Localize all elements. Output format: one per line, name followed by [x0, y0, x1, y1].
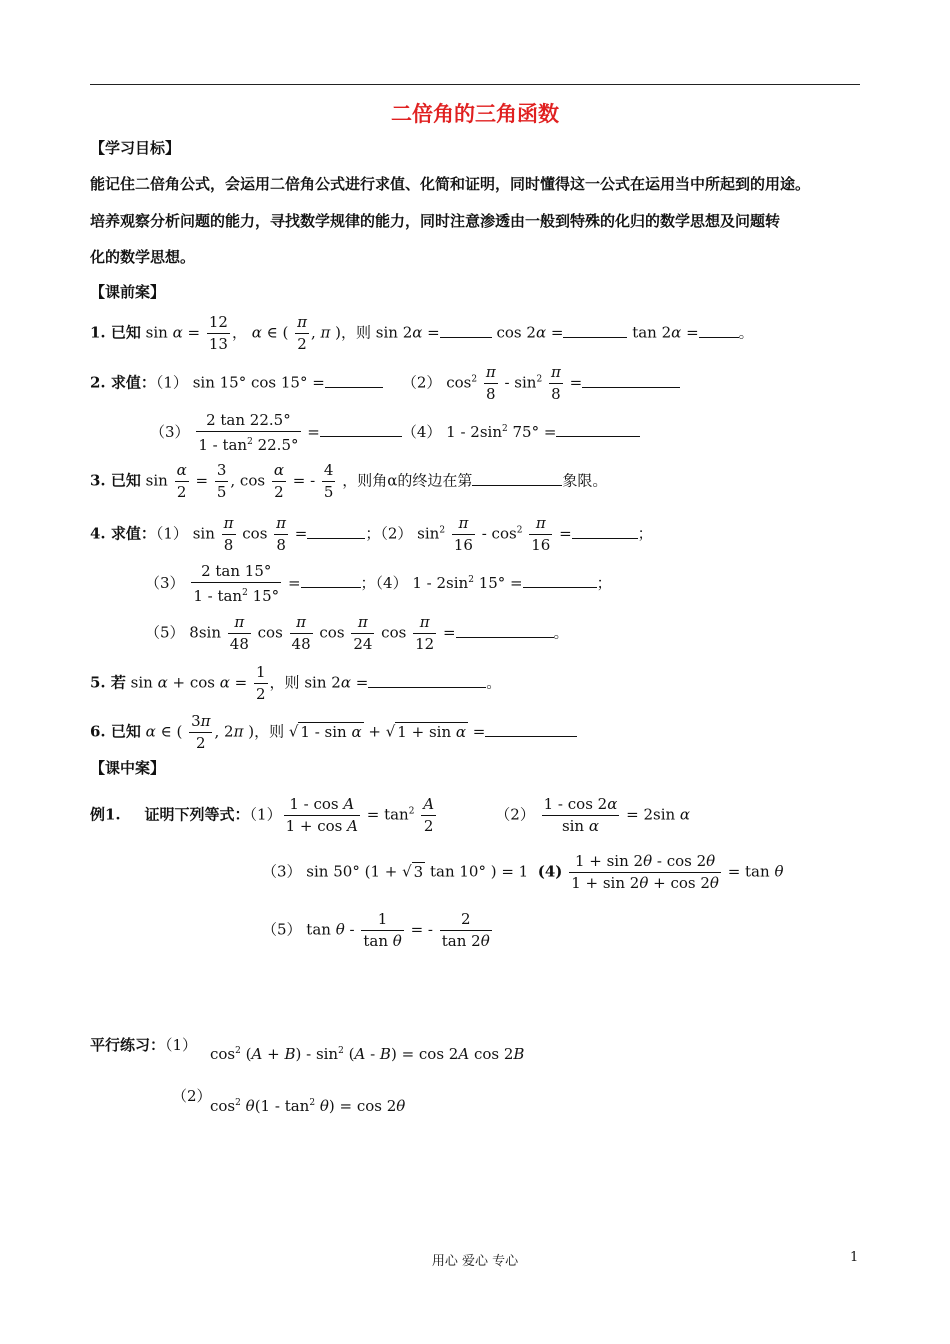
page-title: 二倍角的三角函数 [391, 102, 559, 126]
example-1-text: 证明下列等式： [144, 805, 250, 824]
question-5-label: 5. 若 [90, 673, 126, 692]
question-5-mid: ，则 [269, 673, 300, 692]
section-mid: 【课中案】 [90, 759, 166, 777]
footer-text: 用心 爱心 专心 [431, 1254, 519, 1269]
page-number: 1 [850, 1250, 859, 1265]
question-6: 6. 已知 α ∈ ( $\frac{3\pi}{2}$ , 2π )，则 √ 1 - sin α + √ 1 + sin α = [90, 711, 577, 754]
practice-2-equation: $\cos^2 \theta(1 - \tan^2 \theta) = \cos 2\theta$ [210, 1097, 406, 1115]
question-2-label: 2. 求值： [90, 373, 156, 392]
question-1-label: 1. 已知 [90, 323, 141, 342]
objective-line-1: 能记住二倍角公式，会运用二倍角公式进行求值、化简和证明，同时懂得这一公式在运用当中所起到的用途。 [90, 175, 811, 193]
question-4-label: 4. 求值： [90, 524, 156, 543]
question-3-tail: ，则角α的终边在第 [342, 471, 473, 490]
practice-1: 平行练习：（1） [90, 1036, 198, 1054]
section-pre: 【课前案】 [90, 283, 166, 301]
question-4-part-3-4: （3） $\frac{2 \tan 15^\circ}{1 - \tan^2 15^\circ}$ = ；（4） $1 - 2\sin^2$ 15° = ； [145, 562, 612, 605]
question-3: 3. 已知 sin $\frac{\alpha}{2}$ = $\frac{3}{5}$ , cos $\frac{\alpha}{2}$ = - $\frac{4}{5}$ ，则角α的终边在第 象限。 [90, 461, 608, 501]
question-1: 1. 已知 sin α = $\frac{12}{13}$ ， α ∈ ( $\frac{\pi}{2}$ , π )，则 sin 2α = cos 2α = tan 2α = 。 [90, 313, 754, 353]
question-2-part-3-4: （3） $\frac{2 \tan 22.5^\circ}{1 - \tan^2 22.5^\circ}$ = （4） $1 - 2\sin^2$ 75° = [150, 410, 640, 456]
question-5: 5. 若 sin α + cos α = $\frac{1}{2}$ ，则 sin 2α = 。 [90, 663, 502, 703]
objective-line-2: 培养观察分析问题的能力，寻找数学规律的能力，同时注意渗透由一般到特殊的化归的数学思想及问题转 [90, 212, 781, 230]
question-4: 4. 求值：（1） sin $\frac{\pi}{8}$ cos $\frac{\pi}{8}$ = ；（2） $\sin^2$ $\frac{\pi}{16}$ - $\cos^2$ $\frac{\pi}{16}$ = ； [90, 514, 653, 554]
practice-2: （2） [172, 1087, 212, 1105]
question-4-part-5: （5） 8sin $\frac{\pi}{48}$ cos $\frac{\pi}{48}$ cos $\frac{\pi}{24}$ cos $\frac{\pi}{12}$ = 。 [145, 613, 569, 653]
example-1-part-3-4: （3） sin 50° (1 + √ 3 tan 10° ) = 1 (4) $\frac{1 + \sin 2\theta - \cos 2\theta}{1 + \sin 2\theta + \cos 2\theta}$ = tan θ [262, 852, 784, 892]
header-rule [90, 84, 860, 85]
question-6-label: 6. 已知 [90, 722, 141, 741]
example-1-part-5: （5） tan θ - $\frac{1}{\text{tan θ}}$ = - $\frac{2}{\tan 2\theta}$ [262, 910, 490, 950]
question-6-mid: ，则 [254, 722, 285, 741]
example-1-label: 例1. [90, 805, 121, 824]
practice-1-equation: $\cos^2 (A + B) - \sin^2 (A - B) = \cos 2A$ cos 2B [210, 1045, 525, 1063]
example-1: 例1. 证明下列等式：（1） $\frac{\text{1 - cos A}}{\text{1 + cos A}}$ = $\tan^2$ $\frac{A}{2}$ （2） $\frac{1 - \cos 2\alpha}{\text{sin α}}$ = 2sin α [90, 795, 691, 835]
section-objectives: 【学习目标】 [90, 139, 181, 157]
objective-line-3: 化的数学思想。 [90, 248, 196, 266]
question-3-label: 3. 已知 [90, 471, 141, 490]
question-3-end: 象限。 [562, 471, 608, 490]
practice-label: 平行练习： [90, 1036, 166, 1054]
question-2: 2. 求值：（1） sin 15° cos 15° = （2） $\cos^2$ $\frac{\pi}{8}$ - $\sin^2$ $\frac{\pi}{8}$ = [90, 362, 680, 405]
